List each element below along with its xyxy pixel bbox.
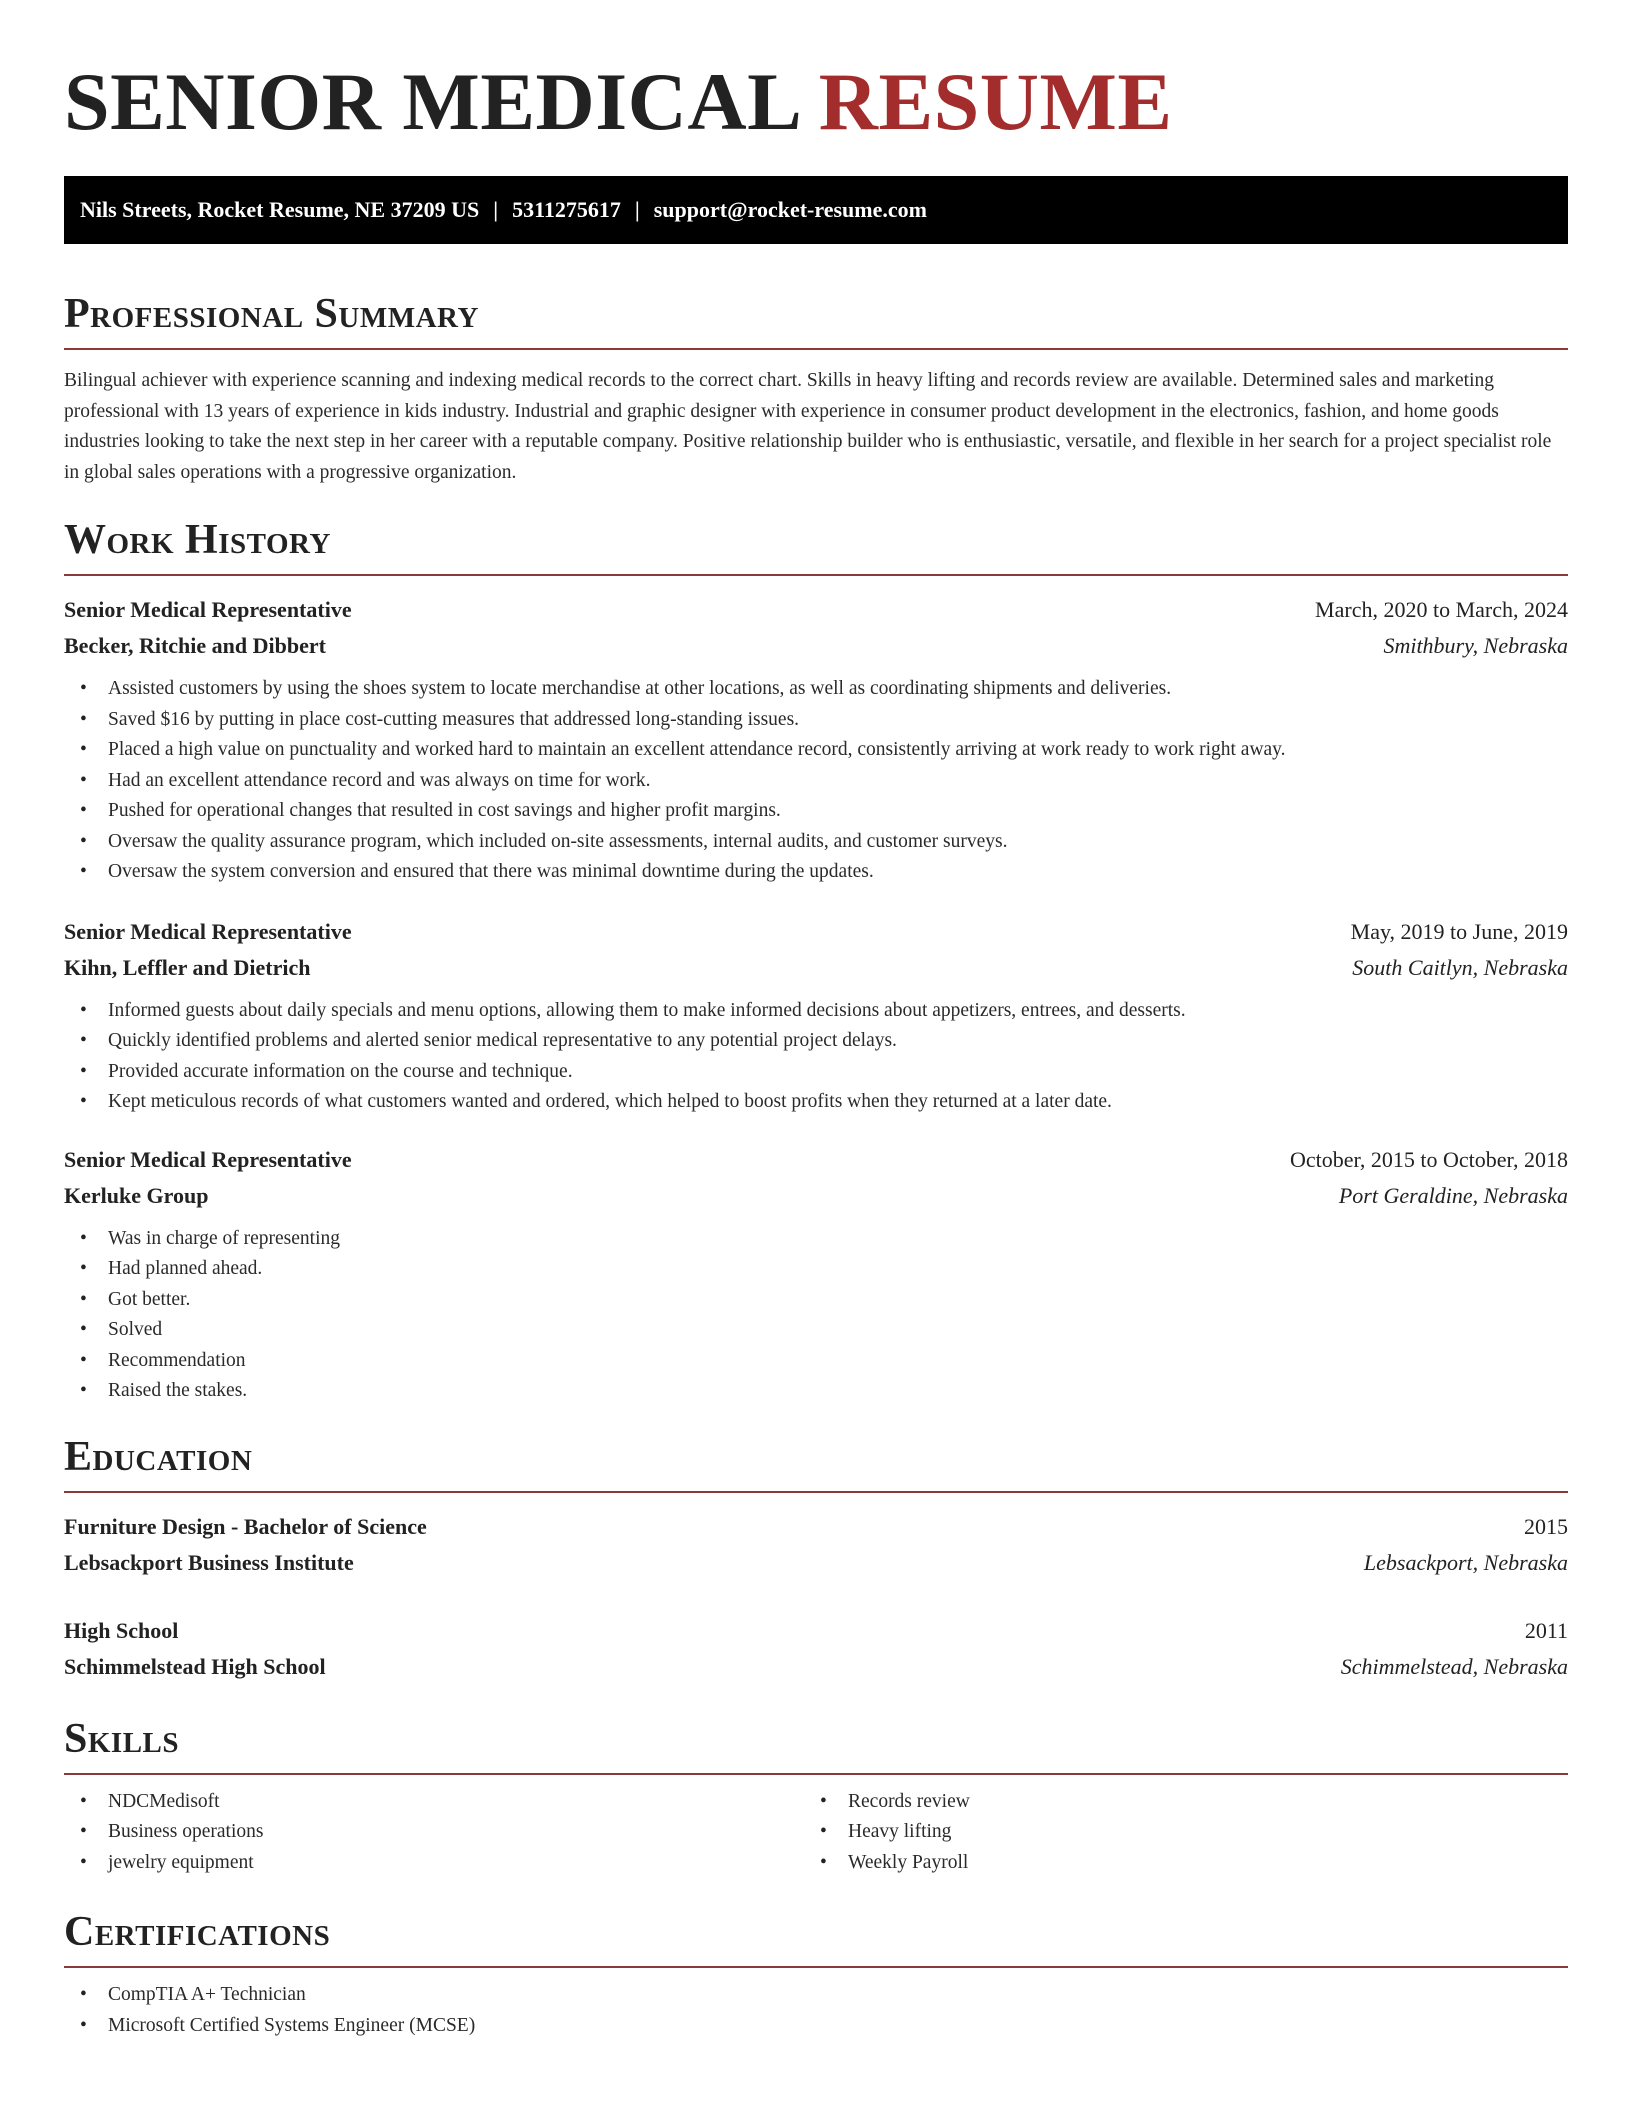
job-company: Kerluke Group [64,1182,209,1208]
list-item: • Quickly identified problems and alerted senior medical representative to any potential project delays. [64,1026,1568,1057]
job-title-row [64,1142,1568,1178]
education-section [64,1431,1568,1685]
job-title: Senior Medical Representative [64,918,352,944]
job-company: Kihn, Leffler and Dietrich [64,954,311,980]
skill-item: • Heavy lifting [804,1817,1568,1848]
list-item: • Saved $16 by putting in place cost-cutting measures that addressed long-standing issues. [64,705,1568,736]
list-item: • Raised the stakes. [64,1376,1568,1407]
certification-item: • Microsoft Certified Systems Engineer (MCSE) [64,2011,1568,2042]
education-school-row [64,1649,1568,1685]
contact-email[interactable]: support@rocket-resume.com [653,197,927,222]
list-item: • Recommendation [64,1346,1568,1377]
education-school: Lebsackport Business Institute [64,1549,354,1575]
section-divider [64,1773,1568,1775]
skills-list-right [804,1787,1568,1879]
job-entry [64,1142,1568,1407]
job-location: Smithbury, Nebraska [1383,633,1568,658]
skill-item: • Weekly Payroll [804,1848,1568,1879]
summary-heading: Professional Summary [64,291,479,337]
list-item: • Was in charge of representing [64,1224,1568,1255]
section-divider [64,574,1568,576]
education-degree-row [64,1613,1568,1649]
list-item: • Oversaw the quality assurance program, which included on-site assessments, internal audits, and customer surveys. [64,827,1568,858]
section-divider [64,1966,1568,1968]
education-year: 2011 [1524,1617,1568,1643]
list-item: • Got better. [64,1285,1568,1316]
list-item: • Placed a high value on punctuality and worked hard to maintain an excellent attendance record, consistently arriving at work ready to work right away. [64,735,1568,766]
job-bullets [64,996,1568,1118]
title-main: SENIOR MEDICAL [64,56,798,147]
contact-separator: | [634,197,640,222]
section-divider [64,1491,1568,1493]
job-dates: October, 2015 to October, 2018 [1289,1146,1568,1172]
education-entry [64,1613,1568,1685]
job-dates: May, 2019 to June, 2019 [1350,918,1568,944]
education-heading: Education [64,1433,253,1480]
education-school-row [64,1545,1568,1581]
section-divider [64,348,1568,350]
job-company: Becker, Ritchie and Dibbert [64,633,326,658]
skills-list-left [64,1787,804,1879]
job-company-row [64,950,1568,986]
job-title: Senior Medical Representative [64,597,352,622]
job-location: Port Geraldine, Nebraska [1338,1182,1568,1208]
education-degree-row [64,1509,1568,1545]
contact-phone: 5311275617 [512,197,621,222]
certifications-section [64,1906,1568,2041]
job-company-row [64,628,1568,664]
list-item: • Provided accurate information on the course and technique. [64,1057,1568,1088]
skill-item: • NDCMedisoft [64,1787,804,1818]
certifications-heading: Certifications [64,1909,331,1955]
education-entry [64,1509,1568,1581]
certifications-list [64,1980,1568,2041]
education-school: Schimmelstead High School [64,1653,326,1679]
list-item: • Informed guests about daily specials and menu options, allowing them to make informed decisions about appetizers, entrees, and desserts. [64,996,1568,1027]
skills-heading: Skills [64,1715,180,1762]
job-dates: March, 2020 to March, 2024 [1315,597,1568,622]
job-entry [64,592,1568,888]
job-company-row [64,1178,1568,1214]
list-item: • Solved [64,1315,1568,1346]
skill-item: • jewelry equipment [64,1848,804,1879]
job-bullets [64,1224,1568,1407]
summary-section [64,288,1568,488]
list-item: • Oversaw the system conversion and ensured that there was minimal downtime during the updates. [64,857,1568,888]
job-title-row [64,914,1568,950]
contact-address: Nils Streets, Rocket Resume, NE 37209 US [80,197,480,222]
education-year: 2015 [1524,1513,1568,1539]
education-location: Schimmelstead, Nebraska [1340,1653,1568,1679]
job-entry [64,914,1568,1118]
skill-item: • Records review [804,1787,1568,1818]
job-title: Senior Medical Representative [64,1146,352,1172]
skills-grid [64,1787,1568,1879]
skill-item: • Business operations [64,1817,804,1848]
certification-item: • CompTIA A+ Technician [64,1980,1568,2011]
skills-section [64,1713,1568,1879]
contact-bar [64,176,1568,244]
resume-title [64,52,1568,152]
job-location: South Caitlyn, Nebraska [1352,954,1568,980]
work-history-heading: Work History [64,517,331,563]
job-bullets [64,674,1568,888]
work-history-section [64,514,1568,1407]
title-accent: RESUME [818,56,1173,147]
summary-text: Bilingual achiever with experience scanning and indexing medical records to the correct chart. Skills in heavy lifting and records review are available. Determined sales and marketing professional with 13 years of experience in kids industry. Industrial and graphic designer with experience in consumer product development in the electronics, fashion, and home goods industries looking to take the next step in her career with a reputable company. Positive relationship builder who is enthusiastic, versatile, and flexible in her search for a project specialist role in global sales operations with a progressive organization. [64,370,1552,483]
list-item: • Kept meticulous records of what customers wanted and ordered, which helped to boost profits when they returned at a later date. [64,1087,1568,1118]
job-title-row [64,592,1568,628]
list-item: • Pushed for operational changes that resulted in cost savings and higher profit margins. [64,796,1568,827]
education-location: Lebsackport, Nebraska [1363,1549,1568,1575]
contact-separator: | [493,197,499,222]
education-degree: Furniture Design - Bachelor of Science [64,1513,427,1539]
list-item: • Had an excellent attendance record and was always on time for work. [64,766,1568,797]
list-item: • Assisted customers by using the shoes system to locate merchandise at other locations, as well as coordinating shipments and deliveries. [64,674,1568,705]
education-degree: High School [64,1617,179,1643]
list-item: • Had planned ahead. [64,1254,1568,1285]
